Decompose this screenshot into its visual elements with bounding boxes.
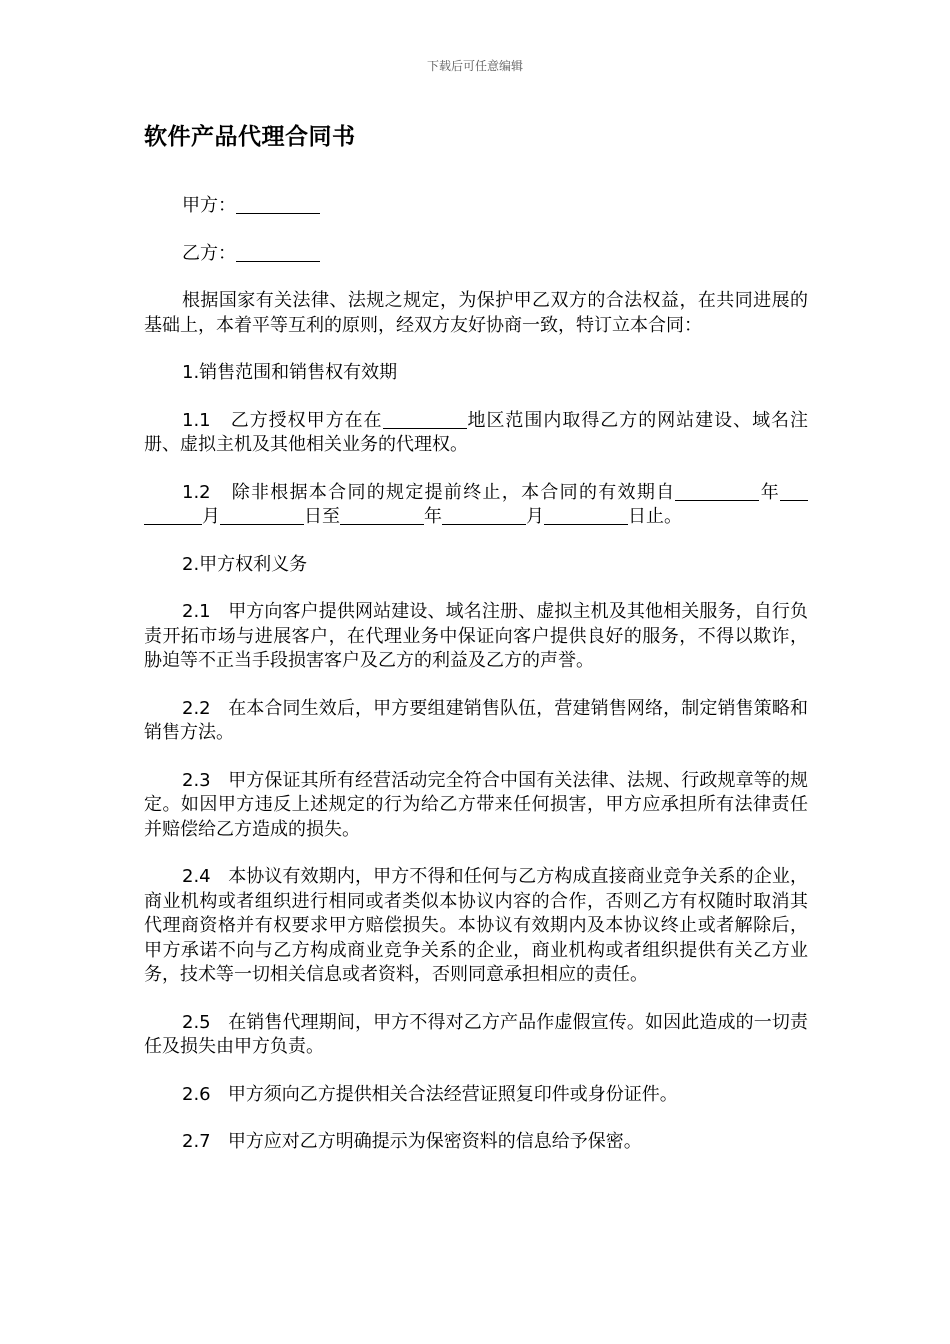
end-label: 日止。 — [628, 506, 682, 527]
month-label: 月 — [526, 506, 544, 527]
document-title: 软件产品代理合同书 — [144, 124, 356, 150]
party-a-label: 甲方： — [182, 195, 236, 216]
party-b-line — [144, 242, 808, 267]
page-header: 下载后可任意编辑 — [426, 59, 523, 73]
clause-2-3 — [144, 769, 808, 843]
day-to-label: 日至 — [304, 506, 340, 527]
section-2-heading: 2.甲方权利义务 — [182, 553, 308, 575]
clause-text: 在本合同生效后，甲方要组建销售队伍，营建销售网络，制定销售策略和销售方法。 — [144, 697, 809, 743]
clause-2-2 — [144, 697, 808, 746]
clause-2-1 — [144, 600, 808, 674]
clause-2-4 — [144, 865, 808, 988]
party-b-blank — [236, 243, 320, 262]
clause-text: 乙方授权甲方在在 — [230, 409, 383, 431]
clause-1-1 — [144, 409, 808, 458]
clause-number: 2.5 — [182, 1011, 211, 1033]
clause-number: 2.4 — [182, 866, 211, 887]
start-day-blank — [220, 506, 304, 525]
party-a-line — [144, 194, 808, 219]
section-1-heading: 1.销售范围和销售权有效期 — [182, 362, 398, 383]
clause-number: 2.7 — [182, 1131, 211, 1152]
region-blank — [383, 410, 467, 429]
clause-2-6 — [144, 1083, 808, 1108]
clause-2-7 — [144, 1130, 808, 1155]
end-year-blank — [340, 506, 424, 525]
clause-text: 在销售代理期间，甲方不得对乙方产品作虚假宣传。如因此造成的一切责任及损失由甲方负责。 — [144, 1011, 809, 1057]
start-month-blank — [144, 506, 202, 525]
end-month-blank — [442, 506, 526, 525]
clause-text: 甲方保证其所有经营活动完全符合中国有关法律、法规、行政规章等的规定。如因甲方违反上述规定的行为给乙方带来任何损害，甲方应承担所有法律责任并赔偿给乙方造成的损失。 — [144, 769, 809, 840]
year-label: 年 — [759, 481, 781, 503]
clause-number: 2.3 — [182, 769, 211, 791]
party-a-blank — [236, 195, 320, 214]
end-day-blank — [544, 506, 628, 525]
clause-text: 甲方须向乙方提供相关合法经营证照复印件或身份证件。 — [227, 1083, 678, 1105]
party-b-label: 乙方： — [182, 242, 236, 264]
clause-text: 甲方向客户提供网站建设、域名注册、虚拟主机及其他相关服务，自行负责开拓市场与进展客户，在代理业务中保证向客户提供良好的服务，不得以欺诈，胁迫等不正当手段损害客户及乙方的利益及乙方的声誉。 — [144, 601, 809, 671]
clause-1-2 — [144, 481, 808, 530]
clause-number: 2.1 — [182, 601, 211, 622]
year-label: 年 — [424, 506, 442, 527]
start-year-blank — [675, 482, 759, 501]
clause-number: 1.1 — [182, 409, 211, 431]
start-month-blank-part — [780, 482, 808, 501]
clause-text: 甲方应对乙方明确提示为保密资料的信息给予保密。 — [227, 1131, 642, 1152]
month-label: 月 — [202, 506, 220, 527]
clause-text: 地区范围内取得乙方的网站建设、域名注册、虚拟主机及其他相关业务的代理权。 — [144, 409, 809, 455]
document-body — [144, 194, 808, 1178]
preamble: 根据国家有关法律、法规之规定，为保护甲乙双方的合法权益，在共同进展的基础上，本着平等互利的原则，经双方友好协商一致，特订立本合同： — [144, 290, 808, 336]
clause-2-5 — [144, 1011, 808, 1060]
clause-number: 2.6 — [182, 1083, 211, 1105]
clause-number: 2.2 — [182, 697, 211, 719]
clause-text: 本协议有效期内，甲方不得和任何与乙方构成直接商业竞争关系的企业，商业机构或者组织进行相同或者类似本协议内容的合作，否则乙方有权随时取消其代理商资格并有权要求甲方赔偿损失。本协议有效期内及本协议终止或者解除后，甲方承诺不向与乙方构成商业竞争关系的企业，商业机构或者组织提供有关乙方业务，技术等一切相关信息或者资料，否则同意承担相应的责任。 — [144, 866, 809, 985]
clause-number: 1.2 — [182, 481, 211, 503]
clause-text: 除非根据本合同的规定提前终止，本合同的有效期自 — [231, 481, 676, 503]
